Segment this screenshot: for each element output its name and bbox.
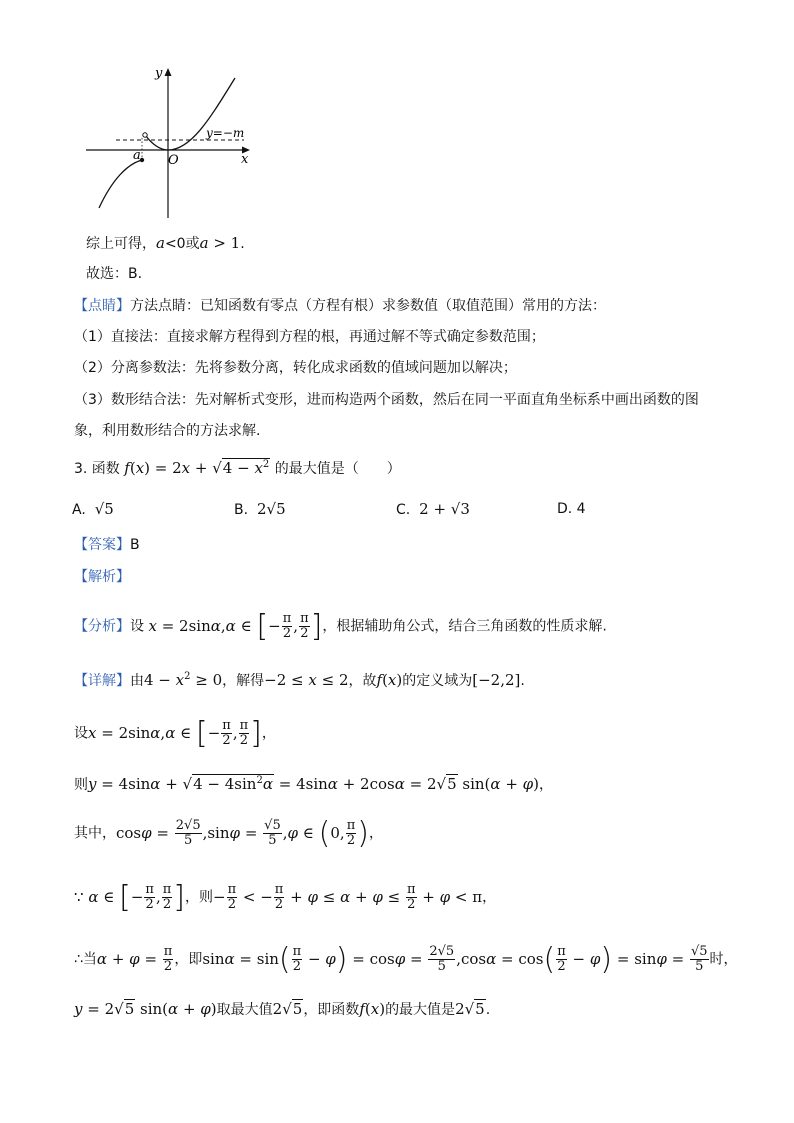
- detail-l5-end: ，: [482, 889, 497, 906]
- x-axis-label: x: [241, 152, 249, 167]
- detail-l7-max: 2√5: [272, 1000, 303, 1018]
- option-c-key: C.: [396, 502, 411, 518]
- question-number: 3. 函数: [74, 461, 120, 477]
- option-b: [234, 499, 286, 520]
- detail-l2-end: ，: [261, 725, 276, 742]
- detail-l2-formula: x = 2sinα,α ∈ [− $\frac{\pi}{2}$ , $\frac{\pi}{2}$ ]: [88, 715, 262, 751]
- detail-l1-pre: 由: [130, 673, 144, 689]
- option-c: [396, 499, 470, 520]
- detail-line-4: [74, 815, 383, 851]
- detail-line-2: [74, 715, 276, 751]
- a-label: a: [133, 148, 141, 163]
- curve-left-branch: [99, 160, 142, 208]
- detail-l7-mid3: 的最大值是: [385, 1002, 456, 1018]
- var-a-2: a: [199, 234, 209, 252]
- answer-line: [74, 535, 140, 555]
- detail-l7-formula: y = 2√5 sin(α + φ): [74, 1000, 217, 1018]
- detail-l3-end: ，: [539, 777, 554, 793]
- fenxi-formula: x = 2sinα,α ∈ [− $\frac{\pi}{2}$ , $\frac{\pi}{2}$ ]: [148, 608, 323, 644]
- detail-l5-mid: ，则: [184, 889, 213, 906]
- question-expression: $f(x) = 2x + √4 - x^2$: [124, 459, 270, 477]
- option-b-key: B.: [234, 502, 249, 518]
- question-3: [74, 455, 401, 479]
- fenxi-post: ，根据辅助角公式，结合三角函数的性质求解.: [322, 618, 607, 635]
- detail-l7-end: .: [485, 1002, 491, 1018]
- tips-method-1: （1）直接法：直接求解方程得到方程的根，再通过解不等式确定参数范围；: [74, 329, 545, 345]
- answer-value: B: [130, 537, 140, 553]
- conclusion-end: .: [240, 236, 245, 252]
- open-endpoint: [143, 133, 147, 137]
- detail-line-1: [74, 667, 525, 691]
- tips-method-3a: （3）数形结合法：先对解析式变形，进而构造两个函数，然后在同一平面直角坐标系中画出函数的图: [74, 392, 699, 408]
- detail-line-5: [74, 879, 497, 915]
- analysis-line: [74, 567, 130, 587]
- option-a: [72, 499, 114, 520]
- detail-l1-domain: [−2,2]: [472, 671, 521, 689]
- analysis-tag: 【解析】: [74, 569, 130, 585]
- detail-l4-formula: cosφ = $\frac{2√5}{5}$ ,sinφ = $\frac{√5}{5}$ ,φ ∈ (0, $\frac{\pi}{2}$ ): [116, 815, 369, 851]
- line-label: y=−m: [206, 126, 245, 140]
- option-c-value: 2 + √3: [419, 500, 470, 518]
- detail-l1-ineq: $4 - x^2 \ge 0$: [144, 671, 223, 689]
- detail-l3-formula: $y = 4\sin\alpha + √4 - 4\sin^2\alpha = 4\sin\alpha + 2\cos\alpha = 2√5$ sin(α + φ): [88, 775, 540, 793]
- function-graph: [82, 60, 262, 225]
- detail-line-3: [74, 771, 553, 795]
- var-a: a: [156, 234, 165, 252]
- detail-l6-end: 时，: [709, 951, 738, 968]
- tips-intro: [74, 296, 606, 316]
- detail-l4-end: ，: [368, 825, 383, 842]
- tips-method-2: （2）分离参数法：先将参数分离，转化成求函数的值域问题加以解决；: [74, 360, 517, 376]
- detail-l1-post: 的定义域为: [402, 673, 473, 689]
- detail-line-6: [74, 941, 738, 977]
- detail-l7-mid2: ，即函数: [303, 1002, 360, 1018]
- tips-method-3b: 象，利用数形结合的方法求解.: [74, 423, 261, 439]
- detail-l7-fx: f(x): [359, 1000, 386, 1018]
- detail-l1-end: .: [520, 673, 525, 689]
- detail-l1-range: −2 ≤ x ≤ 2: [264, 671, 349, 689]
- fenxi-tag: 【分析】: [74, 618, 130, 635]
- detail-l7-mid: 取最大值: [216, 1002, 273, 1018]
- tips-intro-text: 方法点睛：已知函数有零点（方程有根）求参数值（取值范围）常用的方法：: [130, 298, 606, 314]
- detail-l6-pre: ∴当: [74, 951, 97, 968]
- detail-l5-given: ∵ α ∈ [− $\frac{\pi}{2}$ , $\frac{\pi}{2}$ ]: [74, 879, 185, 915]
- detail-line-7: [74, 999, 490, 1020]
- option-d: D. 4: [557, 501, 586, 517]
- detail-l1-fx: f(x): [376, 671, 403, 689]
- option-b-value: 2√5: [256, 500, 286, 518]
- question-ask: 的最大值是（ ）: [274, 461, 401, 477]
- fenxi-line: [74, 608, 607, 644]
- conclusion-text: 综上可得，: [86, 236, 156, 252]
- option-a-key: A.: [72, 502, 86, 518]
- conclusion-text-2: <0或: [164, 236, 200, 252]
- fenxi-pre: 设: [130, 618, 144, 635]
- conclusion-gt1: > 1: [208, 234, 241, 252]
- y-axis-arrow: [165, 68, 172, 76]
- detail-l5-formula: − $\frac{\pi}{2}$ < − $\frac{\pi}{2}$ + φ ≤ α + φ ≤ $\frac{\pi}{2}$ + φ < π: [212, 882, 483, 912]
- choose-line: 故选：B.: [86, 266, 143, 282]
- answer-tag: 【答案】: [74, 537, 130, 553]
- detail-l6-formula: sinα = sin( $\frac{\pi}{2}$ − φ) = cosφ = $\frac{2√5}{5}$ ,cosα = cos( $\frac{\pi}{2}$ − φ) = sinφ = $\frac{√5}{5}$: [202, 941, 708, 977]
- detail-l6-mid: ，即: [174, 951, 203, 968]
- option-a-value: √5: [94, 500, 114, 518]
- detail-l6-cond: α + φ = $\frac{\pi}{2}$: [96, 944, 173, 974]
- detail-l7-max2: 2√5: [455, 1000, 485, 1018]
- detail-tag: 【详解】: [74, 673, 130, 689]
- detail-l3-pre: 则: [74, 777, 88, 793]
- conclusion-line: [86, 233, 245, 254]
- detail-l2-pre: 设: [74, 725, 88, 742]
- origin-label: O: [168, 153, 179, 168]
- detail-l4-pre: 其中，: [74, 825, 116, 842]
- detail-l1-mid: ，解得: [222, 673, 265, 689]
- y-axis-label: y: [155, 66, 163, 81]
- detail-l1-mid2: ，故: [348, 673, 377, 689]
- tips-tag: 【点睛】: [74, 298, 130, 314]
